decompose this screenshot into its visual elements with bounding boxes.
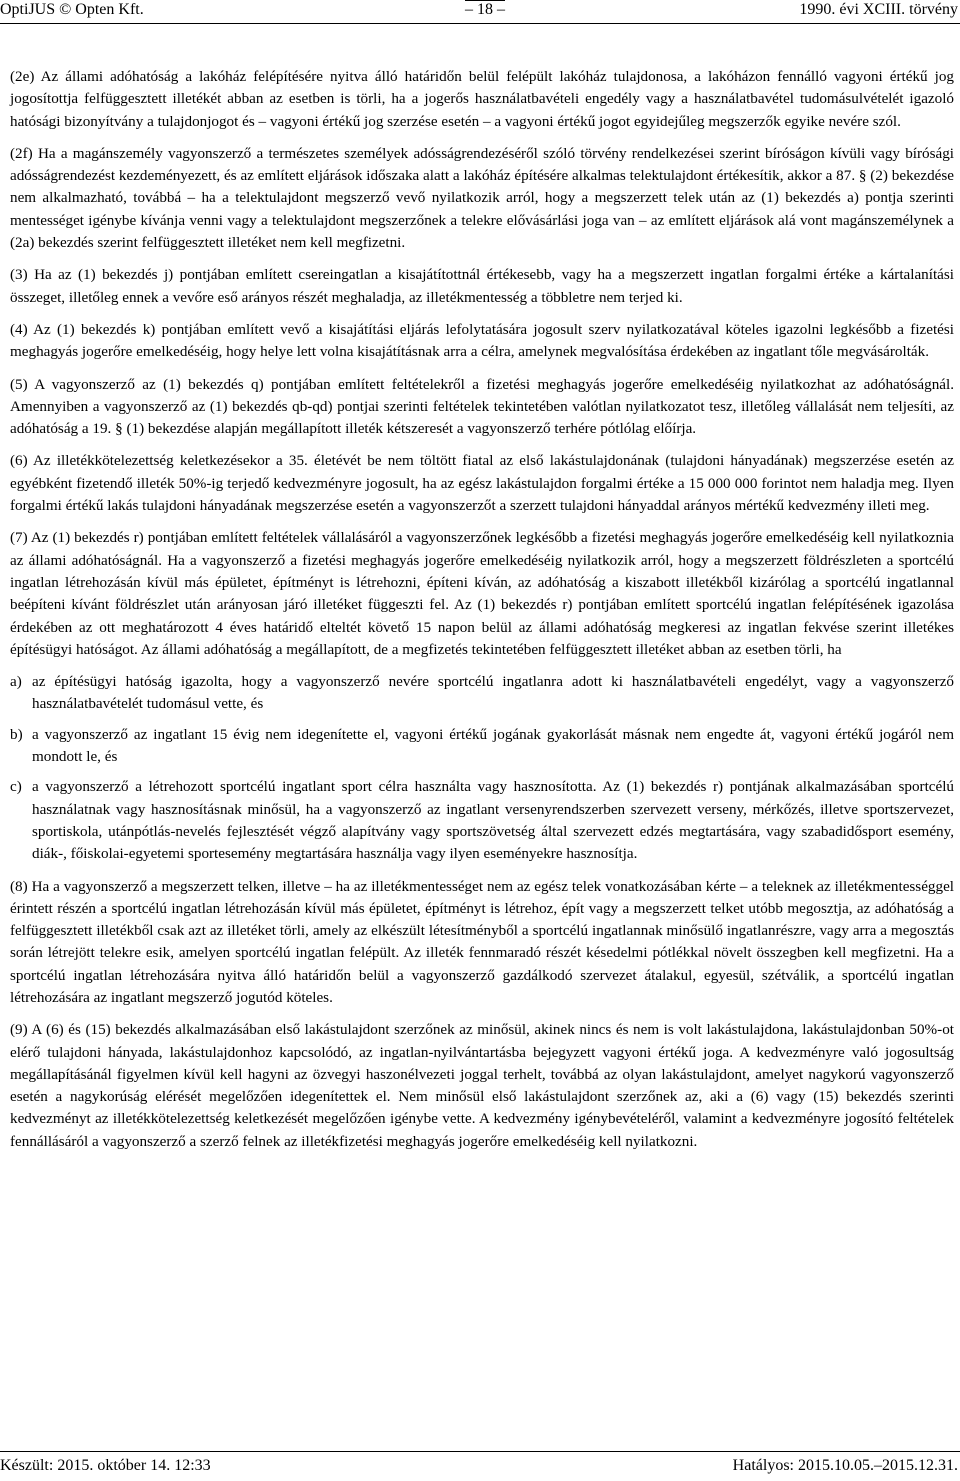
item-text: a vagyonszerző az ingatlant 15 évig nem idegenítette el, vagyoni értékű jogának gyakorlását másnak nem engedte át, vagyoni értékű jogáról nem mondott le, és xyxy=(32,725,954,766)
item-label: c) xyxy=(10,778,22,796)
header-page-number: – 18 – xyxy=(465,1,505,18)
paragraph-number: (9) xyxy=(10,1021,28,1039)
paragraph-text: Ha a vagyonszerző a megszerzett telken, illetve – ha az illetékmentességet nem az egész telek vonatkozásában kérte – a teleknek az illetékmentességgel érintett részén a sportcélú ingatlan létrehozásán kívül más épületet, építményt is létrehoz, épít vagy a megszerzett telket utóbb megosztja, az adóhatóság a felfüggesztett illetékből csak azt az illetéket törli, amely az elkészült létesítményből a sportcélú ingatlannak minősülő ingatlanrészre, vagy arra a megosztás során létrejött telekre esik, amelyen sportcélú ingatlan felépült. Az illeték fennmaradó részét késedelmi pótlékkal növelt összegben kell megfizetni. Ha a sportcélú ingatlan létrehozására nyitva álló határidőn belül a vagyonszerző gazdálkodó szervezet átalakul, egyesül, szétválik, a sportcélú ingatlan létrehozására az ingatlant megszerző jogutód köteles. xyxy=(10,877,954,1006)
item-label: a) xyxy=(10,673,22,691)
paragraph-number: (4) xyxy=(10,320,28,338)
paragraph-text: Az (1) bekezdés r) pontjában említett feltételek vállalásáról a vagyonszerzőnek legkésőbb a fizetési meghagyás jogerőre emelkedéséig kell nyilatkoznia az állami adóhatóságnál. Ha a vagyonszerző a fizetési meghagyás jogerőre emelkedéséig nyilatkozik arról, hogy a megszerzett földrészleten a sportcélú ingatlan létrehozásán kívül más épületet, építményt is létrehozni, építeni kíván, az adóhatóság a kiszabott illetékből kizárólag a sportcélú ingatlannal beépíteni kívánt földrészlet után arányosan járó illetéket függeszti fel. Az (1) bekezdés r) pontjában említett sportcélú ingatlan felépítésének igazolása érdekében az ott meghatározott 4 éves határidő elteltét követő 15 napon belül az állami adóhatóság megkeresi az ingatlan fekvése szerint illetékes építésügyi hatóságot. Az állami adóhatóság a megállapított, de a megfizetés tekintetében felfüggesztett illetéket abban az esetben törli, ha xyxy=(10,529,954,658)
paragraph xyxy=(10,374,954,441)
paragraph xyxy=(10,876,954,1010)
paragraph-number: (2f) xyxy=(10,144,33,162)
document-body xyxy=(10,66,954,1163)
paragraph xyxy=(10,143,954,254)
paragraph-text: Az (1) bekezdés k) pontjában említett vevő a kisajátítási eljárás lefolytatására jogosult szerv nyilatkozatával köteles igazolni legkésőbb a fizetési meghagyás jogerőre emelkedéséig, hogy helye lett volna kisajátításnak arra a célra, amelynek megvalósítása érdekében az ingatlant tőle megvásárolták. xyxy=(10,320,954,361)
paragraph xyxy=(10,264,954,309)
page-header xyxy=(0,0,960,22)
footer-effective: Hatályos: 2015.10.05.–2015.12.31. xyxy=(732,1457,958,1474)
footer-created: Készült: 2015. október 14. 12:33 xyxy=(0,1457,211,1474)
page-footer xyxy=(0,1457,960,1479)
item-text: a vagyonszerző a létrehozott sportcélú ingatlant sport célra használta vagy hasznosította. Az (1) bekezdés r) pontjának alkalmazásában sportcélú használatnak vagy hasznosításnak minősül, ha a vagyonszerző az ingatlant versenyrendszerben szervezett verseny, mérkőzés, illetve sportszervezet, sportiskola, utánpótlás-nevelés fejlesztését végző alapítvány vagy sportszövetség által szervezett edzés megtartására, vagy szabadidősport esemény, diák-, főiskolai-egyetemi sportesemény megtartására használja vagy ilyen eseményekre hasznosítja. xyxy=(32,778,954,863)
paragraphs-top xyxy=(10,66,954,661)
list-item xyxy=(10,671,954,716)
header-law-title: 1990. évi XCIII. törvény xyxy=(799,1,958,18)
paragraph-text: Ha a magánszemély vagyonszerző a természetes személyek adósságrendezéséről szóló törvény rendelkezései szerint bíróságon kívüli vagy bírósági adósságrendezést kezdeményezett, és az említett eljárások időszaka alatt a lakóház építésére alkalmas telektulajdont értékesítik, akkor a 87. § (2) bekezdése nem alkalmazható, továbbá – ha a telektulajdont megszerző vevő nyilatkozik arról, hogy a megszerzett telek után az (1) bekezdés a) pontja szerinti mentességet igénybe kívánja venni vagy a telektulajdont megszerzőnek a telekre elővásárlási joga van – az említett eljárások alá vont magánszemélynek a (2a) bekezdés szerint felfüggesztett illetéket nem kell megfizetni. xyxy=(10,144,954,252)
paragraph-number: (2e) xyxy=(10,68,35,85)
item-label: b) xyxy=(10,725,23,743)
paragraph xyxy=(10,450,954,517)
paragraph-text: Ha az (1) bekezdés j) pontjában említett csereingatlan a kisajátítottnál értékesebb, vagy ha a megszerzett ingatlan forgalmi értéke a kártalanítási összeget, illetőleg ennek a vevőre eső arányos részét meghaladja, az illetékmentesség a többletre nem terjed ki. xyxy=(10,266,954,306)
paragraphs-bottom xyxy=(10,876,954,1154)
footer-divider xyxy=(0,1451,960,1452)
paragraph-text: Az illetékkötelezettség keletkezésekor a 35. életévét be nem töltött fiatal az első lakástulajdonának (tulajdoni hányadának) megszerzése esetén az egyébként fizetendő illeték 50%-ig terjedő kedvezményre jogosult, ha az egész lakástulajdon forgalmi értéke a 15 000 000 forintot nem haladja meg. Ilyen forgalmi értékű lakás tulajdoni hányadának megszerzése esetén a vagyonszerzőt a szerzett tulajdoni hányaddal arányos mértékű kedvezmény illeti meg. xyxy=(10,452,954,515)
paragraph-number: (8) xyxy=(10,877,28,895)
list-item xyxy=(10,724,954,769)
item-list xyxy=(10,671,954,865)
list-item xyxy=(10,776,954,865)
header-publisher: OptiJUS © Opten Kft. xyxy=(0,1,144,18)
paragraph-text: A (6) és (15) bekezdés alkalmazásában első lakástulajdont szerzőnek az minősül, akinek nincs és nem is volt lakástulajdona, lakástulajdonban 50%-ot elérő tulajdoni hányada, lakástulajdonhoz kapcsolódó, az ingatlan-nyilvántartásba bejegyzett vagyoni értékű joga. A kedvezményre való jogosultság megállapításánál figyelmen kívül kell hagyni az özvegyi haszonélvezeti joggal terhelt, továbbá az olyan lakástulajdont, amelyet nagykorú vagyonszerző esetén a nagykorúság elérését megelőzően idegenítettek el. Nem minősül első lakástulajdont szerzőnek az, aki a (6) vagy (15) bekezdés szerinti kedvezményt az illetékkötelezettség keletkezését megelőzően igénybe vette. A kedvezmény igénybevételéről, valamint a kedvezményre jogosító feltételek fennállásáról a vagyonszerző a szerző felnek az illetékfizetési meghagyás jogerőre emelkedéséig kell nyilatkozni. xyxy=(10,1021,954,1150)
paragraph xyxy=(10,66,954,133)
paragraph xyxy=(10,319,954,364)
paragraph xyxy=(10,527,954,661)
paragraph-text: Az állami adóhatóság a lakóház felépítésére nyitva álló határidőn belül felépült lakóház tulajdonosa, a lakóházon fennálló vagyoni értékű jog jogosítottja felfüggesztett illetékét abban az esetben is törli, ha a jogerős használatbavételi engedély vagy a használatbavétel tudomásulvételét igazoló hatósági bizonyítvány a tulajdonjogot és – vagyoni értékű jog szerzése esetén – a vagyoni értékű jogot egyidejűleg megszerzők egyike nevére szól. xyxy=(10,68,954,130)
header-divider xyxy=(0,23,960,24)
paragraph-number: (6) xyxy=(10,452,28,470)
paragraph xyxy=(10,1019,954,1153)
paragraph-text: A vagyonszerző az (1) bekezdés q) pontjában említett feltételekről a fizetési meghagyás jogerőre emelkedéséig nyilatkozhat az adóhatóságnál. Amennyiben a vagyonszerző az (1) bekezdés qb-qd) pontjai szerinti feltételek tekintetében valótlan nyilatkozatot tesz, illetőleg vállalását nem teljesíti, az adóhatóság a 19. § (1) bekezdése alapján megállapított illeték kétszeresét a vagyonszerző terhére pótlólag előírja. xyxy=(10,375,954,438)
item-text: az építésügyi hatóság igazolta, hogy a vagyonszerző nevére sportcélú ingatlanra adott ki használatbavételi engedélyt, vagy a vagyonszerző használatbavételét tudomásul vette, és xyxy=(32,673,954,713)
paragraph-number: (3) xyxy=(10,266,28,284)
paragraph-number: (5) xyxy=(10,375,28,393)
paragraph-number: (7) xyxy=(10,529,28,547)
